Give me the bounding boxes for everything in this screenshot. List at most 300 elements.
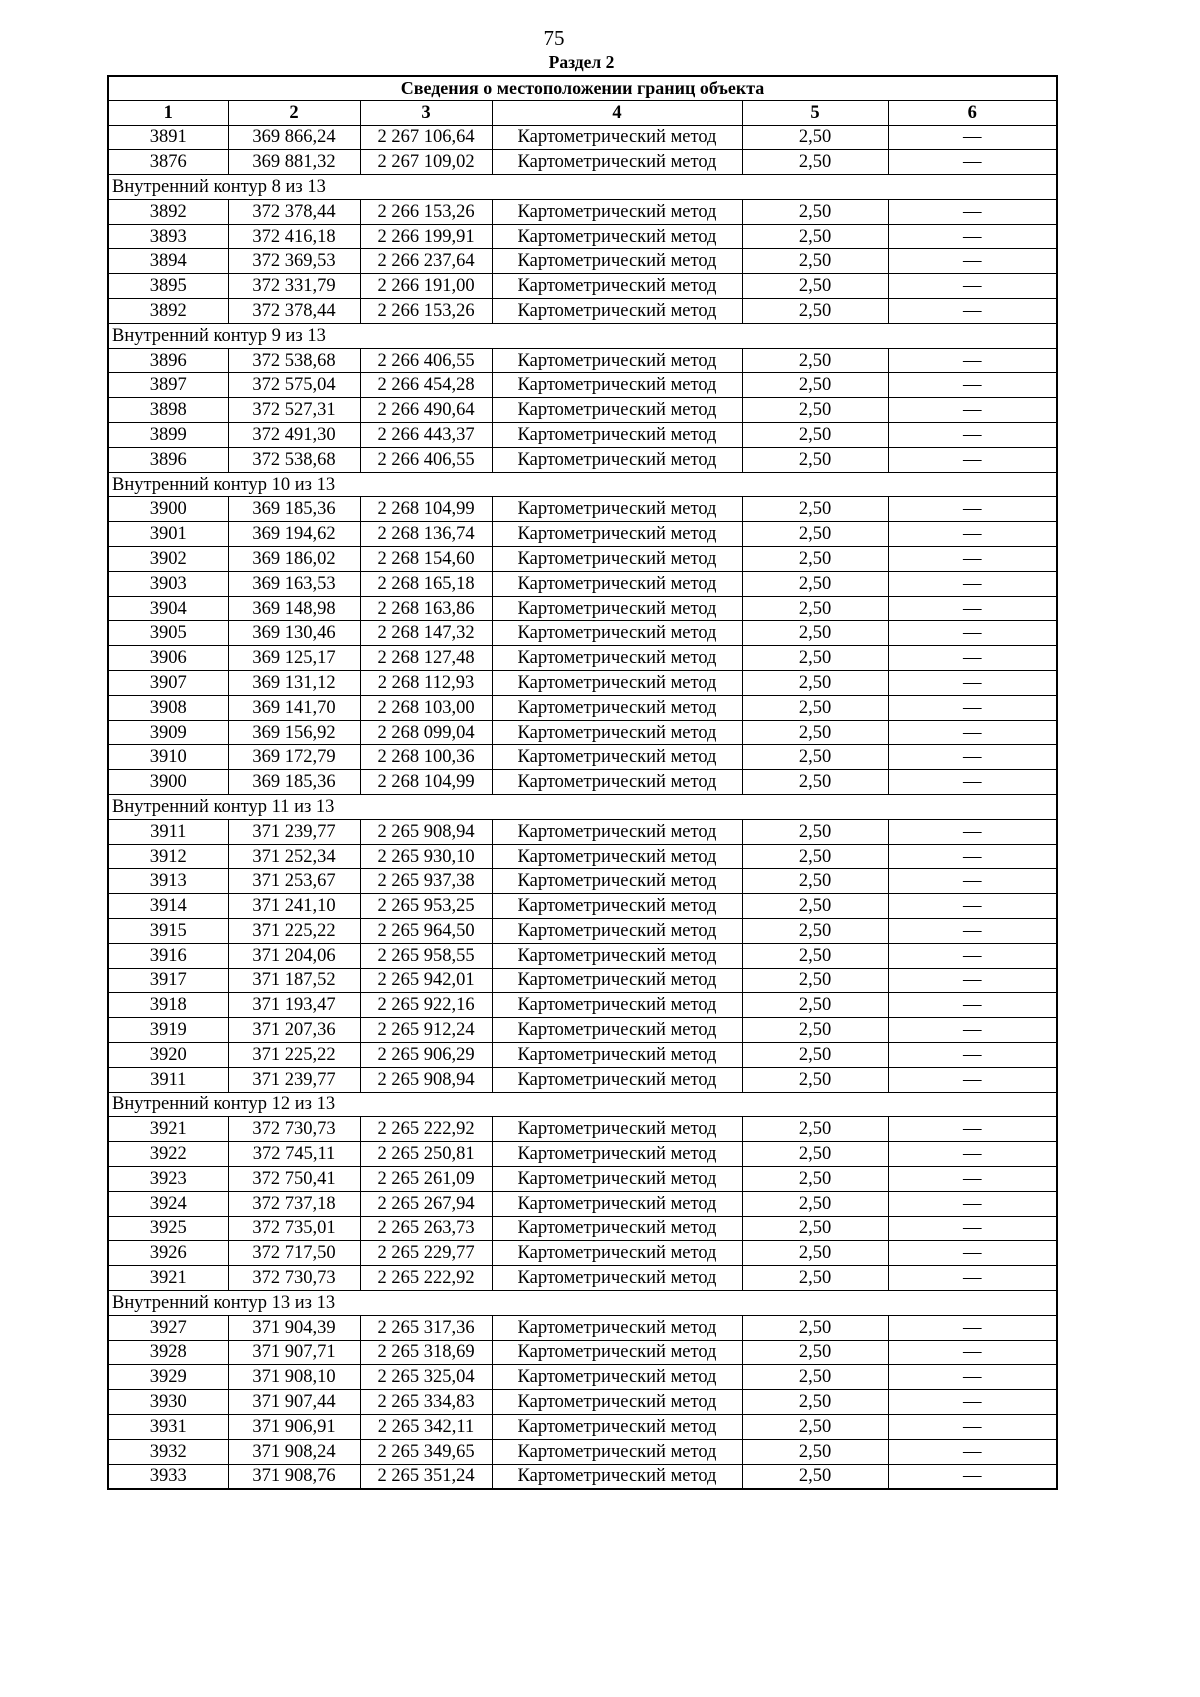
- method-cell: Картометрический метод: [492, 720, 742, 745]
- y-coordinate-cell: 2 265 908,94: [360, 819, 492, 844]
- method-cell: Картометрический метод: [492, 894, 742, 919]
- table-row: [108, 1166, 1057, 1191]
- description-cell: —: [888, 844, 1057, 869]
- table-row: [108, 993, 1057, 1018]
- description-cell: —: [888, 968, 1057, 993]
- x-coordinate-cell: 369 185,36: [228, 497, 360, 522]
- table-row: [108, 919, 1057, 944]
- table-row: [108, 522, 1057, 547]
- page-number: 75: [543, 26, 565, 50]
- y-coordinate-cell: 2 265 342,11: [360, 1414, 492, 1439]
- description-cell: —: [888, 869, 1057, 894]
- description-cell: —: [888, 1390, 1057, 1415]
- table-row: [108, 1340, 1057, 1365]
- accuracy-cell: 2,50: [742, 1266, 888, 1291]
- y-coordinate-cell: 2 265 351,24: [360, 1464, 492, 1489]
- accuracy-cell: 2,50: [742, 770, 888, 795]
- method-cell: Картометрический метод: [492, 968, 742, 993]
- contour-row: [108, 472, 1057, 497]
- method-cell: Картометрический метод: [492, 1439, 742, 1464]
- table-row: [108, 373, 1057, 398]
- table-row: [108, 497, 1057, 522]
- accuracy-cell: 2,50: [742, 1241, 888, 1266]
- y-coordinate-cell: 2 266 406,55: [360, 447, 492, 472]
- column-number-3: 3: [360, 100, 492, 125]
- accuracy-cell: 2,50: [742, 1191, 888, 1216]
- point-number-cell: 3897: [108, 373, 228, 398]
- y-coordinate-cell: 2 268 104,99: [360, 497, 492, 522]
- y-coordinate-cell: 2 268 099,04: [360, 720, 492, 745]
- method-cell: Картометрический метод: [492, 695, 742, 720]
- point-number-cell: 3931: [108, 1414, 228, 1439]
- x-coordinate-cell: 369 125,17: [228, 646, 360, 671]
- x-coordinate-cell: 372 737,18: [228, 1191, 360, 1216]
- point-number-cell: 3902: [108, 547, 228, 572]
- table-row: [108, 596, 1057, 621]
- point-number-cell: 3895: [108, 274, 228, 299]
- x-coordinate-cell: 369 172,79: [228, 745, 360, 770]
- y-coordinate-cell: 2 266 191,00: [360, 274, 492, 299]
- point-number-cell: 3922: [108, 1142, 228, 1167]
- method-cell: Картометрический метод: [492, 770, 742, 795]
- table-row: [108, 1464, 1057, 1489]
- table-row: [108, 1365, 1057, 1390]
- x-coordinate-cell: 372 735,01: [228, 1216, 360, 1241]
- y-coordinate-cell: 2 265 349,65: [360, 1439, 492, 1464]
- accuracy-cell: 2,50: [742, 348, 888, 373]
- table-row: [108, 150, 1057, 175]
- point-number-cell: 3907: [108, 671, 228, 696]
- point-number-cell: 3911: [108, 819, 228, 844]
- description-cell: —: [888, 720, 1057, 745]
- accuracy-cell: 2,50: [742, 1018, 888, 1043]
- x-coordinate-cell: 372 538,68: [228, 348, 360, 373]
- description-cell: —: [888, 894, 1057, 919]
- method-cell: Картометрический метод: [492, 1166, 742, 1191]
- accuracy-cell: 2,50: [742, 1142, 888, 1167]
- accuracy-cell: 2,50: [742, 646, 888, 671]
- point-number-cell: 3908: [108, 695, 228, 720]
- x-coordinate-cell: 369 194,62: [228, 522, 360, 547]
- point-number-cell: 3896: [108, 348, 228, 373]
- method-cell: Картометрический метод: [492, 497, 742, 522]
- y-coordinate-cell: 2 268 100,36: [360, 745, 492, 770]
- y-coordinate-cell: 2 266 454,28: [360, 373, 492, 398]
- x-coordinate-cell: 372 538,68: [228, 447, 360, 472]
- method-cell: Картометрический метод: [492, 1315, 742, 1340]
- x-coordinate-cell: 371 239,77: [228, 819, 360, 844]
- accuracy-cell: 2,50: [742, 522, 888, 547]
- table-row: [108, 671, 1057, 696]
- y-coordinate-cell: 2 265 267,94: [360, 1191, 492, 1216]
- point-number-cell: 3916: [108, 943, 228, 968]
- x-coordinate-cell: 372 527,31: [228, 398, 360, 423]
- column-numbers-row: [108, 100, 1057, 125]
- point-number-cell: 3923: [108, 1166, 228, 1191]
- y-coordinate-cell: 2 265 958,55: [360, 943, 492, 968]
- point-number-cell: 3914: [108, 894, 228, 919]
- method-cell: Картометрический метод: [492, 224, 742, 249]
- table-row: [108, 249, 1057, 274]
- description-cell: —: [888, 695, 1057, 720]
- accuracy-cell: 2,50: [742, 447, 888, 472]
- method-cell: Картометрический метод: [492, 869, 742, 894]
- accuracy-cell: 2,50: [742, 1365, 888, 1390]
- description-cell: —: [888, 1216, 1057, 1241]
- table-row: [108, 819, 1057, 844]
- x-coordinate-cell: 371 252,34: [228, 844, 360, 869]
- y-coordinate-cell: 2 268 127,48: [360, 646, 492, 671]
- table-row: [108, 1042, 1057, 1067]
- y-coordinate-cell: 2 266 199,91: [360, 224, 492, 249]
- accuracy-cell: 2,50: [742, 596, 888, 621]
- x-coordinate-cell: 369 866,24: [228, 125, 360, 150]
- x-coordinate-cell: 371 907,44: [228, 1390, 360, 1415]
- point-number-cell: 3917: [108, 968, 228, 993]
- y-coordinate-cell: 2 267 109,02: [360, 150, 492, 175]
- accuracy-cell: 2,50: [742, 249, 888, 274]
- y-coordinate-cell: 2 268 136,74: [360, 522, 492, 547]
- x-coordinate-cell: 371 204,06: [228, 943, 360, 968]
- description-cell: —: [888, 1340, 1057, 1365]
- method-cell: Картометрический метод: [492, 819, 742, 844]
- accuracy-cell: 2,50: [742, 299, 888, 324]
- method-cell: Картометрический метод: [492, 646, 742, 671]
- x-coordinate-cell: 372 331,79: [228, 274, 360, 299]
- accuracy-cell: 2,50: [742, 943, 888, 968]
- description-cell: —: [888, 497, 1057, 522]
- description-cell: —: [888, 596, 1057, 621]
- description-cell: —: [888, 646, 1057, 671]
- table-row: [108, 447, 1057, 472]
- method-cell: Картометрический метод: [492, 1018, 742, 1043]
- x-coordinate-cell: 372 416,18: [228, 224, 360, 249]
- accuracy-cell: 2,50: [742, 621, 888, 646]
- contour-row: [108, 175, 1057, 200]
- description-cell: —: [888, 373, 1057, 398]
- y-coordinate-cell: 2 266 237,64: [360, 249, 492, 274]
- method-cell: Картометрический метод: [492, 150, 742, 175]
- point-number-cell: 3919: [108, 1018, 228, 1043]
- description-cell: —: [888, 1439, 1057, 1464]
- description-cell: —: [888, 671, 1057, 696]
- x-coordinate-cell: 372 750,41: [228, 1166, 360, 1191]
- y-coordinate-cell: 2 266 406,55: [360, 348, 492, 373]
- table-row: [108, 1390, 1057, 1415]
- y-coordinate-cell: 2 265 912,24: [360, 1018, 492, 1043]
- accuracy-cell: 2,50: [742, 869, 888, 894]
- x-coordinate-cell: 371 908,10: [228, 1365, 360, 1390]
- accuracy-cell: 2,50: [742, 993, 888, 1018]
- method-cell: Картометрический метод: [492, 671, 742, 696]
- table-caption-row: [108, 76, 1057, 100]
- description-cell: —: [888, 1414, 1057, 1439]
- accuracy-cell: 2,50: [742, 844, 888, 869]
- contour-row: [108, 1290, 1057, 1315]
- y-coordinate-cell: 2 266 153,26: [360, 199, 492, 224]
- description-cell: —: [888, 1365, 1057, 1390]
- column-number-2: 2: [228, 100, 360, 125]
- x-coordinate-cell: 369 185,36: [228, 770, 360, 795]
- description-cell: —: [888, 447, 1057, 472]
- table-row: [108, 1018, 1057, 1043]
- method-cell: Картометрический метод: [492, 1042, 742, 1067]
- y-coordinate-cell: 2 265 222,92: [360, 1117, 492, 1142]
- x-coordinate-cell: 372 730,73: [228, 1117, 360, 1142]
- method-cell: Картометрический метод: [492, 1365, 742, 1390]
- contour-label: Внутренний контур 9 из 13: [108, 323, 1057, 348]
- x-coordinate-cell: 371 207,36: [228, 1018, 360, 1043]
- description-cell: —: [888, 1117, 1057, 1142]
- y-coordinate-cell: 2 265 953,25: [360, 894, 492, 919]
- table-row: [108, 423, 1057, 448]
- accuracy-cell: 2,50: [742, 150, 888, 175]
- accuracy-cell: 2,50: [742, 819, 888, 844]
- accuracy-cell: 2,50: [742, 1067, 888, 1092]
- accuracy-cell: 2,50: [742, 695, 888, 720]
- table-row: [108, 646, 1057, 671]
- method-cell: Картометрический метод: [492, 274, 742, 299]
- description-cell: —: [888, 522, 1057, 547]
- point-number-cell: 3894: [108, 249, 228, 274]
- y-coordinate-cell: 2 268 165,18: [360, 571, 492, 596]
- x-coordinate-cell: 371 908,24: [228, 1439, 360, 1464]
- description-cell: —: [888, 249, 1057, 274]
- table-row: [108, 943, 1057, 968]
- description-cell: —: [888, 1464, 1057, 1489]
- y-coordinate-cell: 2 265 922,16: [360, 993, 492, 1018]
- description-cell: —: [888, 1042, 1057, 1067]
- method-cell: Картометрический метод: [492, 547, 742, 572]
- point-number-cell: 3893: [108, 224, 228, 249]
- point-number-cell: 3898: [108, 398, 228, 423]
- method-cell: Картометрический метод: [492, 423, 742, 448]
- method-cell: Картометрический метод: [492, 447, 742, 472]
- table-row: [108, 1191, 1057, 1216]
- point-number-cell: 3901: [108, 522, 228, 547]
- x-coordinate-cell: 369 131,12: [228, 671, 360, 696]
- point-number-cell: 3930: [108, 1390, 228, 1415]
- table-row: [108, 1266, 1057, 1291]
- method-cell: Картометрический метод: [492, 993, 742, 1018]
- accuracy-cell: 2,50: [742, 894, 888, 919]
- table-row: [108, 621, 1057, 646]
- y-coordinate-cell: 2 268 103,00: [360, 695, 492, 720]
- point-number-cell: 3906: [108, 646, 228, 671]
- x-coordinate-cell: 371 225,22: [228, 1042, 360, 1067]
- x-coordinate-cell: 371 241,10: [228, 894, 360, 919]
- table-row: [108, 770, 1057, 795]
- point-number-cell: 3933: [108, 1464, 228, 1489]
- y-coordinate-cell: 2 268 104,99: [360, 770, 492, 795]
- accuracy-cell: 2,50: [742, 968, 888, 993]
- accuracy-cell: 2,50: [742, 1166, 888, 1191]
- method-cell: Картометрический метод: [492, 844, 742, 869]
- description-cell: —: [888, 547, 1057, 572]
- point-number-cell: 3905: [108, 621, 228, 646]
- table-row: [108, 1067, 1057, 1092]
- table-row: [108, 547, 1057, 572]
- column-number-5: 5: [742, 100, 888, 125]
- method-cell: Картометрический метод: [492, 249, 742, 274]
- y-coordinate-cell: 2 265 942,01: [360, 968, 492, 993]
- method-cell: Картометрический метод: [492, 1414, 742, 1439]
- point-number-cell: 3910: [108, 745, 228, 770]
- x-coordinate-cell: 369 141,70: [228, 695, 360, 720]
- point-number-cell: 3892: [108, 199, 228, 224]
- x-coordinate-cell: 371 904,39: [228, 1315, 360, 1340]
- description-cell: —: [888, 1315, 1057, 1340]
- accuracy-cell: 2,50: [742, 1340, 888, 1365]
- boundary-coordinates-table: [107, 75, 1058, 1490]
- accuracy-cell: 2,50: [742, 274, 888, 299]
- point-number-cell: 3926: [108, 1241, 228, 1266]
- contour-row: [108, 1092, 1057, 1117]
- accuracy-cell: 2,50: [742, 1464, 888, 1489]
- description-cell: —: [888, 199, 1057, 224]
- x-coordinate-cell: 369 130,46: [228, 621, 360, 646]
- y-coordinate-cell: 2 265 906,29: [360, 1042, 492, 1067]
- method-cell: Картометрический метод: [492, 1390, 742, 1415]
- x-coordinate-cell: 371 187,52: [228, 968, 360, 993]
- x-coordinate-cell: 372 378,44: [228, 299, 360, 324]
- description-cell: —: [888, 125, 1057, 150]
- accuracy-cell: 2,50: [742, 671, 888, 696]
- table-row: [108, 1117, 1057, 1142]
- x-coordinate-cell: 372 491,30: [228, 423, 360, 448]
- table-caption: Сведения о местоположении границ объекта: [108, 76, 1057, 100]
- method-cell: Картометрический метод: [492, 1266, 742, 1291]
- method-cell: Картометрический метод: [492, 1340, 742, 1365]
- y-coordinate-cell: 2 265 261,09: [360, 1166, 492, 1191]
- point-number-cell: 3921: [108, 1117, 228, 1142]
- column-number-4: 4: [492, 100, 742, 125]
- point-number-cell: 3918: [108, 993, 228, 1018]
- accuracy-cell: 2,50: [742, 1414, 888, 1439]
- method-cell: Картометрический метод: [492, 199, 742, 224]
- accuracy-cell: 2,50: [742, 571, 888, 596]
- x-coordinate-cell: 372 369,53: [228, 249, 360, 274]
- point-number-cell: 3909: [108, 720, 228, 745]
- point-number-cell: 3920: [108, 1042, 228, 1067]
- point-number-cell: 3904: [108, 596, 228, 621]
- accuracy-cell: 2,50: [742, 919, 888, 944]
- table-row: [108, 571, 1057, 596]
- contour-row: [108, 795, 1057, 820]
- contour-label: Внутренний контур 11 из 13: [108, 795, 1057, 820]
- y-coordinate-cell: 2 266 153,26: [360, 299, 492, 324]
- x-coordinate-cell: 372 717,50: [228, 1241, 360, 1266]
- method-cell: Картометрический метод: [492, 398, 742, 423]
- x-coordinate-cell: 372 378,44: [228, 199, 360, 224]
- y-coordinate-cell: 2 266 490,64: [360, 398, 492, 423]
- method-cell: Картометрический метод: [492, 1067, 742, 1092]
- method-cell: Картометрический метод: [492, 522, 742, 547]
- point-number-cell: 3915: [108, 919, 228, 944]
- point-number-cell: 3924: [108, 1191, 228, 1216]
- x-coordinate-cell: 371 225,22: [228, 919, 360, 944]
- method-cell: Картометрический метод: [492, 1216, 742, 1241]
- y-coordinate-cell: 2 265 318,69: [360, 1340, 492, 1365]
- y-coordinate-cell: 2 265 930,10: [360, 844, 492, 869]
- y-coordinate-cell: 2 265 317,36: [360, 1315, 492, 1340]
- description-cell: —: [888, 274, 1057, 299]
- table-row: [108, 745, 1057, 770]
- accuracy-cell: 2,50: [742, 497, 888, 522]
- method-cell: Картометрический метод: [492, 299, 742, 324]
- description-cell: —: [888, 150, 1057, 175]
- description-cell: —: [888, 571, 1057, 596]
- method-cell: Картометрический метод: [492, 1117, 742, 1142]
- method-cell: Картометрический метод: [492, 1191, 742, 1216]
- point-number-cell: 3891: [108, 125, 228, 150]
- contour-row: [108, 323, 1057, 348]
- point-number-cell: 3928: [108, 1340, 228, 1365]
- table-body: [108, 125, 1057, 1489]
- method-cell: Картометрический метод: [492, 596, 742, 621]
- point-number-cell: 3925: [108, 1216, 228, 1241]
- description-cell: —: [888, 348, 1057, 373]
- x-coordinate-cell: 371 907,71: [228, 1340, 360, 1365]
- accuracy-cell: 2,50: [742, 720, 888, 745]
- description-cell: —: [888, 819, 1057, 844]
- description-cell: —: [888, 423, 1057, 448]
- table-row: [108, 199, 1057, 224]
- description-cell: —: [888, 1142, 1057, 1167]
- table-row: [108, 398, 1057, 423]
- table-row: [108, 125, 1057, 150]
- method-cell: Картометрический метод: [492, 745, 742, 770]
- section-title: Раздел 2: [548, 52, 615, 72]
- x-coordinate-cell: 371 908,76: [228, 1464, 360, 1489]
- x-coordinate-cell: 372 730,73: [228, 1266, 360, 1291]
- y-coordinate-cell: 2 265 964,50: [360, 919, 492, 944]
- table-row: [108, 894, 1057, 919]
- table-row: [108, 274, 1057, 299]
- method-cell: Картометрический метод: [492, 1241, 742, 1266]
- method-cell: Картометрический метод: [492, 571, 742, 596]
- y-coordinate-cell: 2 268 147,32: [360, 621, 492, 646]
- x-coordinate-cell: 372 575,04: [228, 373, 360, 398]
- contour-label: Внутренний контур 12 из 13: [108, 1092, 1057, 1117]
- table-row: [108, 1315, 1057, 1340]
- point-number-cell: 3896: [108, 447, 228, 472]
- y-coordinate-cell: 2 268 154,60: [360, 547, 492, 572]
- y-coordinate-cell: 2 268 163,86: [360, 596, 492, 621]
- point-number-cell: 3913: [108, 869, 228, 894]
- method-cell: Картометрический метод: [492, 125, 742, 150]
- x-coordinate-cell: 372 745,11: [228, 1142, 360, 1167]
- y-coordinate-cell: 2 265 334,83: [360, 1390, 492, 1415]
- x-coordinate-cell: 369 148,98: [228, 596, 360, 621]
- table-row: [108, 968, 1057, 993]
- method-cell: Картометрический метод: [492, 621, 742, 646]
- y-coordinate-cell: 2 265 263,73: [360, 1216, 492, 1241]
- accuracy-cell: 2,50: [742, 1315, 888, 1340]
- description-cell: —: [888, 1191, 1057, 1216]
- accuracy-cell: 2,50: [742, 547, 888, 572]
- point-number-cell: 3900: [108, 770, 228, 795]
- accuracy-cell: 2,50: [742, 373, 888, 398]
- accuracy-cell: 2,50: [742, 423, 888, 448]
- table-row: [108, 1414, 1057, 1439]
- x-coordinate-cell: 369 881,32: [228, 150, 360, 175]
- x-coordinate-cell: 369 163,53: [228, 571, 360, 596]
- column-number-6: 6: [888, 100, 1057, 125]
- accuracy-cell: 2,50: [742, 1390, 888, 1415]
- description-cell: —: [888, 770, 1057, 795]
- description-cell: —: [888, 299, 1057, 324]
